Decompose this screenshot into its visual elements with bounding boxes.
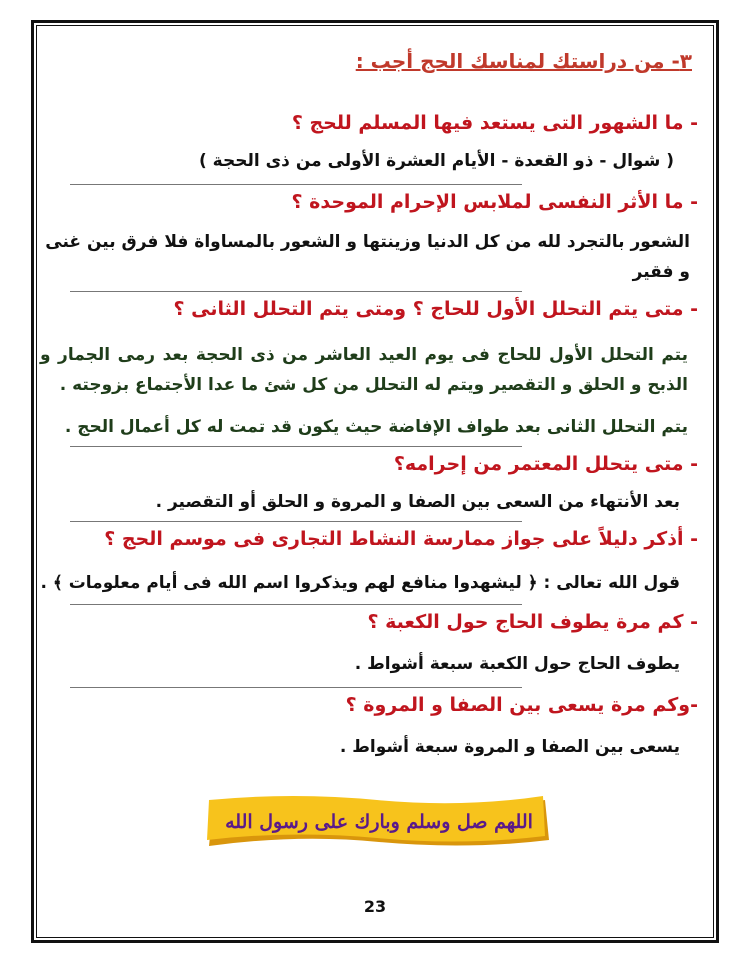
answer-2: الشعور بالتجرد لله من كل الدنيا وزينتها و الشعور بالمساواة فلا فرق بين غنى و فقير (45, 232, 690, 282)
answer-5: قول الله تعالى : ﴿ ليشهدوا منافع لهم ويذكروا اسم الله فى أيام معلومات ﴾ . (40, 573, 680, 593)
answer-1: ( شوال - ذو القعدة - الأيام العشرة الأولى من ذى الحجة ) (198, 151, 674, 171)
separator-line (70, 446, 522, 447)
answer-3a: يتم التحلل الأول للحاج فى يوم العيد العاشر من ذى الحجة بعد رمى الجمار و الذبح و الحلق و التقصير ويتم له التحلل من كل شئ ما عدا الأجتماع بزوجته . (40, 345, 688, 395)
separator-line (70, 604, 522, 605)
section-heading-text: ٣- من دراستك لمناسك الحج أجب : (355, 49, 692, 73)
question-5: - أذكر دليلاً على جواز ممارسة النشاط التجارى فى موسم الحج ؟ (104, 528, 698, 550)
question-6: - كم مرة يطوف الحاج حول الكعبة ؟ (367, 611, 698, 633)
question-4: - متى يتحلل المعتمر من إحرامه؟ (393, 453, 698, 475)
separator-line (70, 184, 522, 185)
answer-4: بعد الأنتهاء من السعى بين الصفا و المروة و الحلق أو التقصير . (155, 492, 680, 512)
question-7: -وكم مرة يسعى بين الصفا و المروة ؟ (345, 694, 698, 716)
prayer-banner (205, 792, 553, 852)
question-1: - ما الشهور التى يستعد فيها المسلم للحج ؟ (291, 112, 698, 134)
question-2: - ما الأثر النفسى لملابس الإحرام الموحدة ؟ (291, 191, 698, 213)
separator-line (70, 291, 522, 292)
answer-6: يطوف الحاج حول الكعبة سبعة أشواط . (354, 654, 680, 674)
section-heading (40, 46, 702, 80)
separator-line (70, 521, 522, 522)
answer-7: يسعى بين الصفا و المروة سبعة أشواط . (339, 737, 680, 757)
banner-text: اللهم صل وسلم وبارك على رسول الله (225, 811, 533, 833)
separator-line (70, 687, 522, 688)
question-3: - متى يتم التحلل الأول للحاج ؟ ومتى يتم التحلل الثانى ؟ (173, 298, 698, 320)
page-number: 23 (363, 897, 387, 916)
page-content (40, 38, 702, 762)
answer-3b: يتم التحلل الثانى بعد طواف الإفاضة حيث يكون قد تمت له كل أعمال الحج . (64, 417, 688, 437)
